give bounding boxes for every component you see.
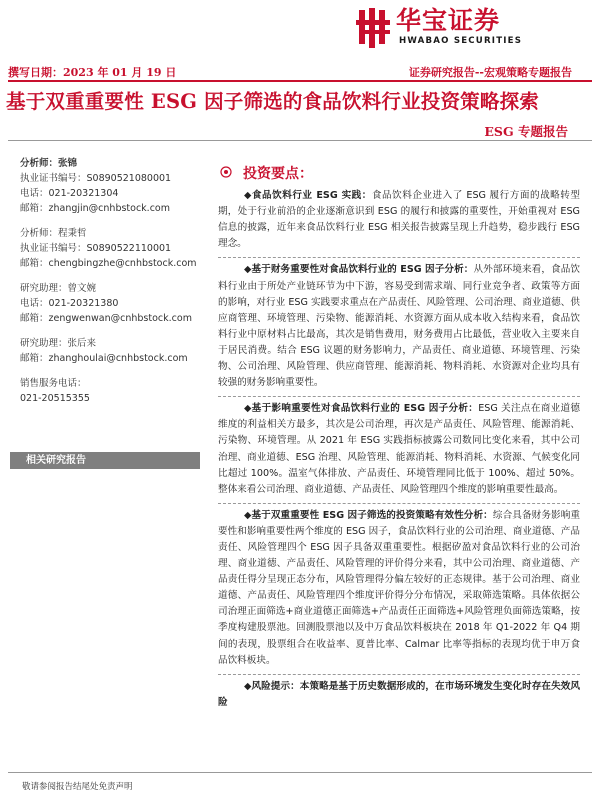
analyst-name: 分析师：张锦 (20, 158, 78, 169)
highlight-body: 综合具备财务影响重要性和影响重要性两个维度的 ESG 因子，食品饮料行业的公司治理、商业道德、产品责任、风险管理四个 ESG 因子具备双重重要性。根据矽盈对食品饮料行业的公司治理、商业道德、产品责任、风险管理的评价得分来看，其中公司治理、商业道德、产品责任得分呈现正态分布，风险管理得分偏左较好的正态规律。基于公司治理、商业道德、产品责任、风险管理四个维度评价得分分布情况，采取筛选策略。具体依据公司治理正面筛选+商业道德正面筛选+产品责任正面筛选+风险管理负面筛选策略，按季度构建股票池。回测股票池以及中万食品饮料板块在 2018 年 Q1-2022 年 Q4 期间的表现，股票组合在收益率、夏普比率、Calmar 比率等指标的表现均优于申万食品饮料板块。 (218, 509, 580, 666)
title-divider (8, 140, 592, 141)
analyst-block (20, 226, 210, 271)
target-icon (218, 164, 234, 180)
risk-warning: ◆风险提示：本策略是基于历史数据形成的，在市场环境发生变化时存在失效风险 (218, 680, 580, 708)
analyst-email[interactable]: 邮箱：chengbingzhe@cnhbstock.com (20, 258, 197, 269)
footer-divider (8, 772, 592, 773)
analyst-block (20, 336, 210, 366)
analyst-panel (20, 156, 210, 406)
report-subtype: ESG 专题报告 (484, 124, 568, 139)
highlight-heading: ◆食品饮料行业 ESG 实践： (244, 190, 372, 202)
analyst-license: 执业证书编号：S0890522110001 (20, 243, 172, 254)
sales-block (20, 376, 210, 406)
report-series: 证券研究报告--宏观策略专题报告 (408, 66, 572, 79)
section-divider (218, 396, 580, 397)
analyst-phone: 电话：021-20321304 (20, 188, 119, 199)
report-date: 撰写日期：2023 年 01 月 19 日 (8, 66, 177, 79)
highlights-title: 投资要点： (243, 166, 313, 182)
company-logo (352, 6, 582, 50)
logo-mark-icon (356, 8, 392, 48)
section-divider (218, 503, 580, 504)
analyst-block (20, 281, 210, 326)
assistant-name: 研究助理：曾文婉 (20, 283, 97, 294)
assistant-email[interactable]: 邮箱：zengwenwan@cnhbstock.com (20, 313, 192, 324)
section-divider (218, 674, 580, 675)
analyst-email[interactable]: 邮箱：zhangjin@cnhbstock.com (20, 203, 170, 214)
highlight-body: 从外部环境来看，食品饮料行业由于所处产业链环节为中下游，容易受到需求端、同行业竞争者、政策等方面的影响，对行业 ESG 实践要求重点在产品责任、风险管理、公司治理、商业道德、供应商管理、环境管理、污染物、能源消耗、水资源方面从成本收入结构来看，食品饮料行业中原材料占比最高，其次是销售费用，财务费用占比最低，营业收入主要来自于居民消费。结合 ESG 议题的财务影响力，产品责任、商业道德、环境管理、污染物、公司治理、风险管理、供应商管理、能源消耗、物料消耗、水资源对企业均具有较强的财务影响重要性。 (218, 264, 580, 389)
logo-cn-text: 华宝证券 (396, 6, 501, 35)
related-reports-header[interactable]: 相关研究报告 (10, 452, 200, 469)
analyst-block (20, 156, 210, 216)
analyst-license: 执业证书编号：S0890521080001 (20, 173, 172, 184)
sales-phone: 021-20515355 (20, 393, 90, 404)
sales-label: 销售服务电话： (20, 378, 87, 389)
highlight-item (218, 401, 580, 498)
highlight-body: 食品饮料企业进入了 ESG 履行方面的战略转型期，处于行业前沿的企业逐渐意识到 ESG 的履行和披露的重要性，开始重视对 ESG 信息的披露，近年来食品饮料行业 ESG 相关报告披露呈现上升趋势，稳步践行 ESG 理念。 (218, 190, 580, 250)
logo-en-text: HWABAO SECURITIES (399, 36, 523, 46)
section-divider (218, 257, 580, 258)
highlight-item (218, 262, 580, 391)
disclaimer-note: 敬请参阅报告结尾处免责声明 (22, 782, 133, 792)
highlight-item (218, 679, 580, 711)
analyst-name: 分析师：程秉哲 (20, 228, 87, 239)
highlight-heading: ◆基于影响重要性对食品饮料行业的 ESG 因子分析： (244, 403, 479, 415)
assistant-name: 研究助理：张后来 (20, 338, 97, 349)
highlight-item (218, 508, 580, 669)
highlight-body: ESG 关注点在商业道德维度的利益相关方最多，其次是公司治理，再次是产品责任、风险管理、能源消耗、污染物、环境管理。从 2021 年 ESG 实践指标披露公司数同比变化来看，其中公司治理、商业道德、ESG 治理、风险管理、能源消耗、物料消耗、水资源、气候变化同比超过 100%。温室气体排放、产品责任、环境管理同比低于 100%、超过 50%。整体来看公司治理、商业道德、产品责任、风险管理四个维度的影响重要性最高。 (218, 403, 580, 495)
assistant-phone: 电话：021-20321380 (20, 298, 119, 309)
report-title: 基于双重重要性 ESG 因子筛选的食品饮料行业投资策略探索 (6, 90, 539, 113)
investment-highlights (218, 166, 580, 711)
highlight-item (218, 188, 580, 252)
highlight-heading: ◆基于财务重要性对食品饮料行业的 ESG 因子分析： (244, 264, 474, 276)
header-divider (8, 80, 592, 82)
assistant-email[interactable]: 邮箱：zhanghoulai@cnhbstock.com (20, 353, 188, 364)
highlight-heading: ◆基于双重重要性 ESG 因子筛选的投资策略有效性分析： (244, 509, 493, 521)
